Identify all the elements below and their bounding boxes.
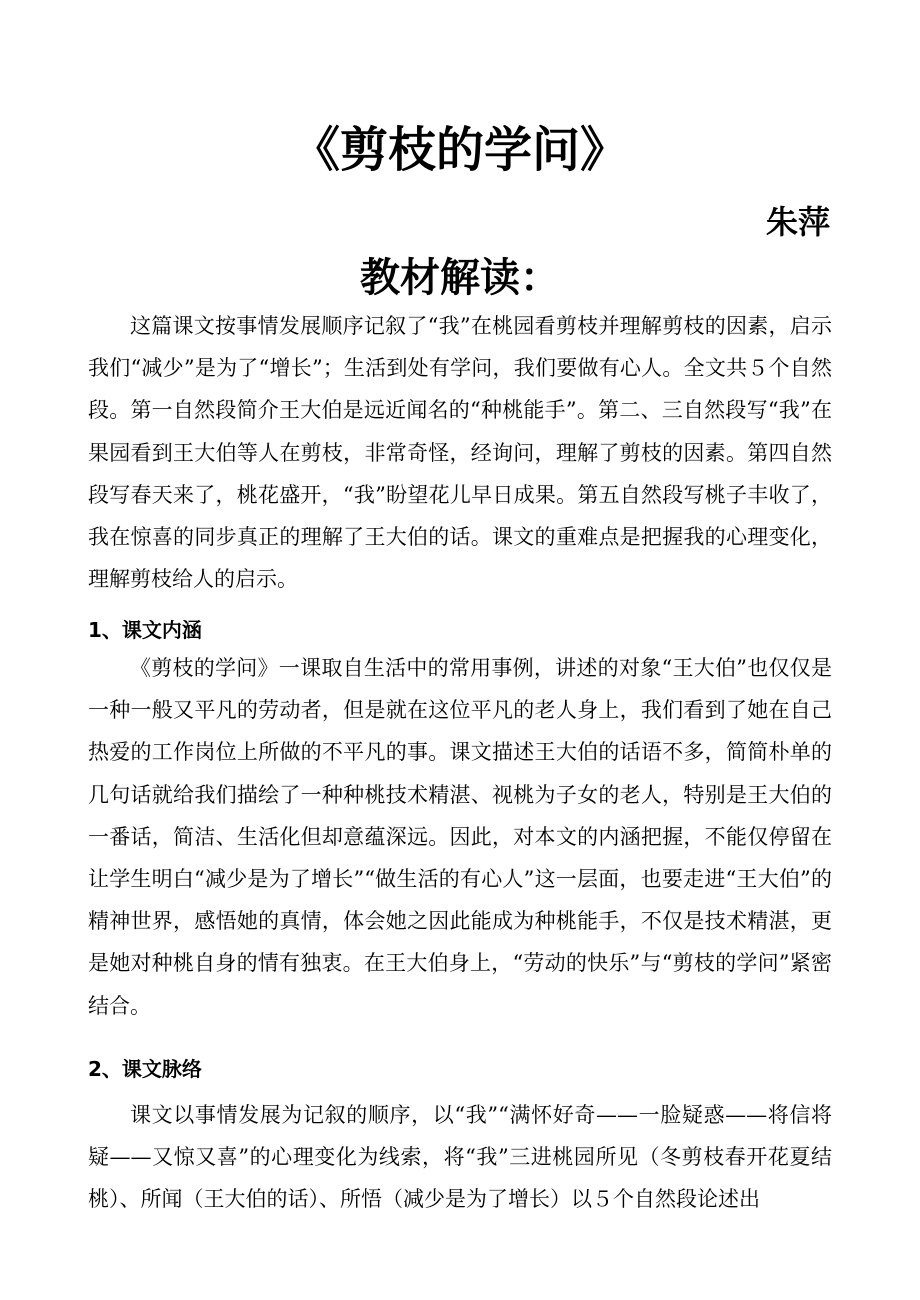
paragraph-text-structure: 课文以事情发展为记叙的顺序，以“我”“满怀好奇——一脸疑惑——将信将疑——又惊又喜”的心理变化为线索，将“我”三进桃园所见（冬剪枝春开花夏结桃）、所闻（王大伯的话）、所悟（减少是为了增长）以５个自然段论述出 bbox=[88, 1103, 832, 1212]
section-title: 教材解读： bbox=[360, 255, 560, 301]
intro-paragraph: 这篇课文按事情发展顺序记叙了“我”在桃园看剪枝并理解剪枝的因素，启示我们“减少”是为了“增长”；生活到处有学问，我们要做有心人。全文共５个自然段。第一自然段简介王大伯是远近闻名的“种桃能手”。第二、三自然段写“我”在果园看到王大伯等人在剪枝，非常奇怪，经询问，理解了剪枝的因素。第四自然段写春天来了，桃花盛开，“我”盼望花儿早日成果。第五自然段写桃子丰收了，我在惊喜的同步真正的理解了王大伯的话。课文的重难点是把握我的心理变化，理解剪枝给人的启示。 bbox=[88, 314, 832, 592]
paragraph-text-meaning: 《剪枝的学问》一课取自生活中的常用事例，讲述的对象“王大伯”也仅仅是一种一般又平凡的劳动者，但是就在这位平凡的老人身上，我们看到了她在自己热爱的工作岗位上所做的不平凡的事。课文描述王大伯的话语不多，简简朴单的几句话就给我们描绘了一种种桃技术精湛、视桃为子女的老人，特别是王大伯的一番话，简洁、生活化但却意蕴深远。因此，对本文的内涵把握，不能仅停留在让学生明白“减少是为了增长”“做生活的有心人”这一层面，也要走进“王大伯”的精神世界，感悟她的真情，体会她之因此能成为种桃能手，不仅是技术精湛，更是她对种桃自身的情有独衷。在王大伯身上，“劳动的快乐”与“剪枝的学问”紧密结合。 bbox=[88, 656, 832, 1018]
heading-text-meaning: 1、课文内涵 bbox=[88, 618, 202, 642]
document-title: 《剪枝的学问》 bbox=[291, 122, 628, 178]
heading-text-structure: 2、课文脉络 bbox=[88, 1057, 202, 1081]
author-name: 朱萍 bbox=[765, 203, 830, 241]
